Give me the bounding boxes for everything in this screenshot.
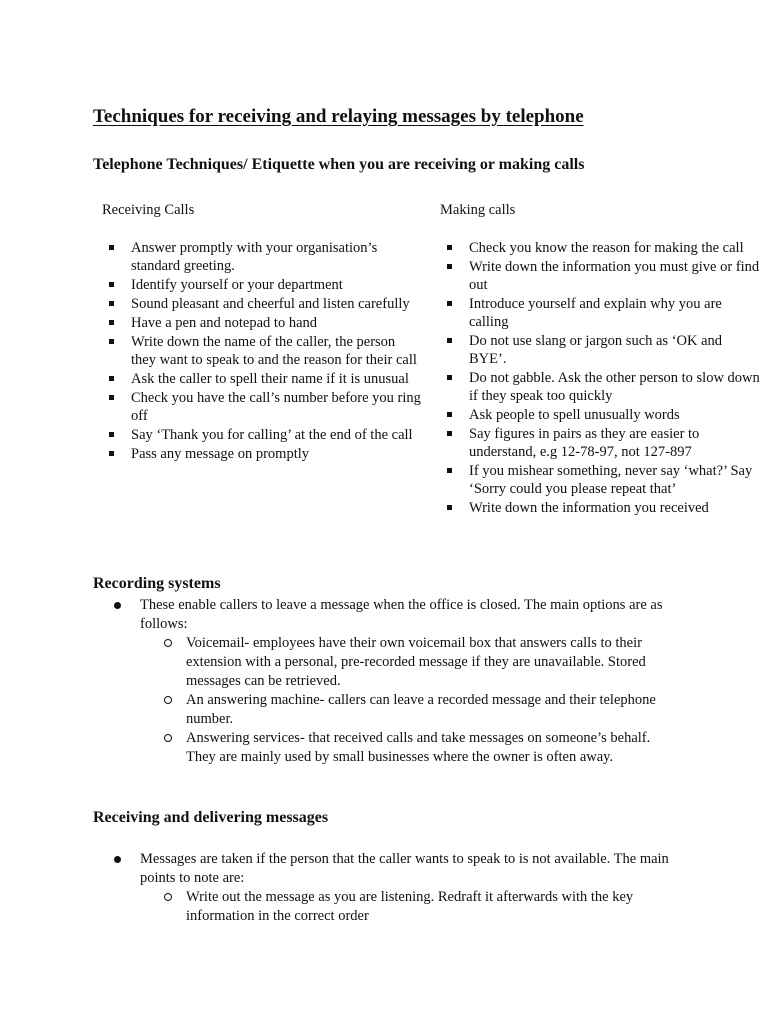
document-title: Techniques for receiving and relaying messages by telephone bbox=[93, 106, 584, 127]
list-item: Pass any message on promptly bbox=[93, 445, 423, 463]
list-item: Ask the caller to spell their name if it is unusual bbox=[93, 370, 423, 388]
bullet-icon bbox=[114, 602, 121, 609]
list-item: Check you have the call’s number before you ring off bbox=[93, 389, 423, 425]
list-item bbox=[93, 596, 683, 634]
receiving-calls-list bbox=[93, 239, 423, 464]
etiquette-heading: Telephone Techniques/ Etiquette when you are receiving or making calls bbox=[93, 156, 585, 173]
recording-option-answering-machine: An answering machine- callers can leave a recorded message and their telephone number. bbox=[186, 692, 656, 727]
recording-systems-heading: Recording systems bbox=[93, 575, 221, 592]
circle-bullet-icon bbox=[164, 893, 172, 901]
list-item bbox=[93, 691, 683, 729]
receiving-calls-heading: Receiving Calls bbox=[102, 202, 195, 218]
list-item: Say ‘Thank you for calling’ at the end of the call bbox=[93, 426, 423, 444]
making-calls-heading: Making calls bbox=[440, 202, 516, 218]
list-item: Write down the name of the caller, the person they want to speak to and the reason for their call bbox=[93, 333, 423, 369]
list-item: Check you know the reason for making the call bbox=[431, 239, 761, 257]
delivering-messages-heading: Receiving and delivering messages bbox=[93, 809, 329, 826]
list-item: Write down the information you received bbox=[431, 499, 761, 517]
list-item bbox=[93, 888, 693, 926]
list-item: Do not use slang or jargon such as ‘OK and BYE’. bbox=[431, 332, 761, 368]
delivering-messages-section bbox=[93, 850, 693, 926]
list-item: Introduce yourself and explain why you are calling bbox=[431, 295, 761, 331]
bullet-icon bbox=[114, 856, 121, 863]
list-item bbox=[93, 729, 683, 767]
list-item: Say figures in pairs as they are easier to understand, e.g 12-78-97, not 127-897 bbox=[431, 425, 761, 461]
recording-option-voicemail: Voicemail- employees have their own voicemail box that answers calls to their extension with a personal, pre-recorded message if they are unavailable. Stored messages can be retrieved. bbox=[186, 635, 646, 689]
making-calls-list bbox=[431, 239, 761, 518]
circle-bullet-icon bbox=[164, 734, 172, 742]
list-item: If you mishear something, never say ‘what?’ Say ‘Sorry could you please repeat that’ bbox=[431, 462, 761, 498]
list-item: Sound pleasant and cheerful and listen carefully bbox=[93, 295, 423, 313]
delivering-point: Write out the message as you are listening. Redraft it afterwards with the key information in the correct order bbox=[186, 889, 634, 924]
recording-option-answering-services: Answering services- that received calls and take messages on someone’s behalf. They are mainly used by small businesses where the owner is often away. bbox=[186, 730, 651, 765]
recording-intro: These enable callers to leave a message when the office is closed. The main options are as follows: bbox=[140, 597, 663, 632]
list-item: Ask people to spell unusually words bbox=[431, 406, 761, 424]
circle-bullet-icon bbox=[164, 696, 172, 704]
list-item bbox=[93, 850, 693, 888]
list-item: Write down the information you must give or find out bbox=[431, 258, 761, 294]
list-item bbox=[93, 634, 683, 691]
circle-bullet-icon bbox=[164, 639, 172, 647]
recording-systems-section bbox=[93, 596, 683, 767]
delivering-intro: Messages are taken if the person that the caller wants to speak to is not available. The main points to note are: bbox=[140, 851, 669, 886]
list-item: Identify yourself or your department bbox=[93, 276, 423, 294]
list-item: Have a pen and notepad to hand bbox=[93, 314, 423, 332]
list-item: Answer promptly with your organisation’s standard greeting. bbox=[93, 239, 423, 275]
list-item: Do not gabble. Ask the other person to slow down if they speak too quickly bbox=[431, 369, 761, 405]
